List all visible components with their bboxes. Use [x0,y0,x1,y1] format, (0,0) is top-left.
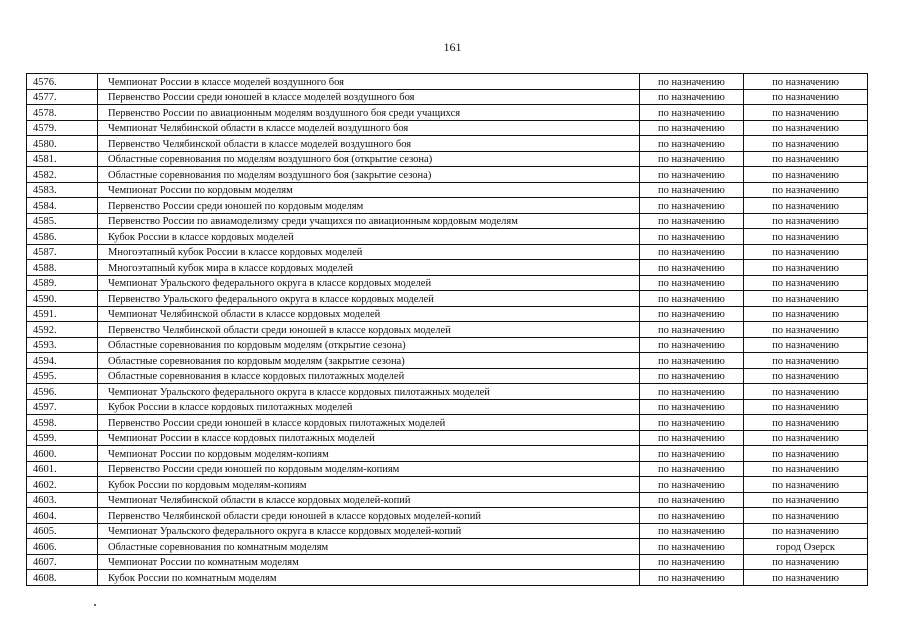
location-cell: по назначению [744,213,868,229]
row-number: 4576. [27,74,98,90]
date-cell: по назначению [639,182,743,198]
table-row [27,508,868,524]
table-row [27,213,868,229]
location-cell: по назначению [744,492,868,508]
date-cell: по назначению [639,105,743,121]
table-row [27,198,868,214]
date-cell: по назначению [639,151,743,167]
event-name: Областные соревнования в классе кордовых пилотажных моделей [98,368,640,384]
date-cell: по назначению [639,136,743,152]
location-cell: по назначению [744,461,868,477]
row-number: 4580. [27,136,98,152]
row-number: 4579. [27,120,98,136]
table-row [27,244,868,260]
table-row [27,446,868,462]
row-number: 4600. [27,446,98,462]
location-cell: по назначению [744,554,868,570]
event-name: Первенство России по авиационным моделям воздушного боя среди учащихся [98,105,640,121]
row-number: 4577. [27,89,98,105]
location-cell: по назначению [744,306,868,322]
date-cell: по назначению [639,275,743,291]
location-cell: по назначению [744,430,868,446]
event-name: Областные соревнования по кордовым моделям (закрытие сезона) [98,353,640,369]
table-row [27,384,868,400]
row-number: 4583. [27,182,98,198]
table-row [27,570,868,586]
event-name: Первенство России по авиамоделизму среди учащихся по авиационным кордовым моделям [98,213,640,229]
location-cell: по назначению [744,291,868,307]
row-number: 4584. [27,198,98,214]
event-name: Первенство Челябинской области среди юношей в классе кордовых моделей [98,322,640,338]
table-row [27,260,868,276]
table-row [27,306,868,322]
event-name: Областные соревнования по моделям воздушного боя (открытие сезона) [98,151,640,167]
location-cell: по назначению [744,74,868,90]
location-cell: по назначению [744,570,868,586]
row-number: 4593. [27,337,98,353]
event-name: Чемпионат России по комнатным моделям [98,554,640,570]
event-name: Областные соревнования по моделям воздушного боя (закрытие сезона) [98,167,640,183]
row-number: 4599. [27,430,98,446]
date-cell: по назначению [639,120,743,136]
event-name: Кубок России по кордовым моделям-копиям [98,477,640,493]
date-cell: по назначению [639,260,743,276]
row-number: 4598. [27,415,98,431]
date-cell: по назначению [639,89,743,105]
row-number: 4578. [27,105,98,121]
table-row [27,492,868,508]
events-table-body [27,74,868,586]
date-cell: по назначению [639,337,743,353]
date-cell: по назначению [639,508,743,524]
location-cell: по назначению [744,368,868,384]
event-name: Многоэтапный кубок России в классе кордовых моделей [98,244,640,260]
event-name: Кубок России по комнатным моделям [98,570,640,586]
date-cell: по назначению [639,74,743,90]
location-cell: по назначению [744,384,868,400]
table-row [27,275,868,291]
date-cell: по назначению [639,554,743,570]
event-name: Чемпионат Уральского федерального округа в классе кордовых моделей-копий [98,523,640,539]
date-cell: по назначению [639,523,743,539]
row-number: 4606. [27,539,98,555]
location-cell: по назначению [744,120,868,136]
event-name: Первенство России среди юношей в классе кордовых пилотажных моделей [98,415,640,431]
event-name: Первенство России среди юношей в классе моделей воздушного боя [98,89,640,105]
event-name: Многоэтапный кубок мира в классе кордовых моделей [98,260,640,276]
event-name: Чемпионат России по кордовым моделям [98,182,640,198]
location-cell: по назначению [744,198,868,214]
row-number: 4595. [27,368,98,384]
row-number: 4603. [27,492,98,508]
location-cell: по назначению [744,353,868,369]
event-name: Чемпионат России в классе моделей воздушного боя [98,74,640,90]
location-cell: по назначению [744,105,868,121]
date-cell: по назначению [639,477,743,493]
event-name: Чемпионат Челябинской области в классе кордовых моделей-копий [98,492,640,508]
table-row [27,105,868,121]
location-cell: по назначению [744,275,868,291]
row-number: 4597. [27,399,98,415]
page-number: 161 [443,40,462,54]
date-cell: по назначению [639,461,743,477]
row-number: 4601. [27,461,98,477]
date-cell: по назначению [639,291,743,307]
location-cell: по назначению [744,260,868,276]
row-number: 4608. [27,570,98,586]
row-number: 4582. [27,167,98,183]
row-number: 4591. [27,306,98,322]
date-cell: по назначению [639,399,743,415]
table-row [27,554,868,570]
row-number: 4585. [27,213,98,229]
table-row [27,182,868,198]
event-name: Первенство Челябинской области среди юношей в классе кордовых моделей-копий [98,508,640,524]
location-cell: по назначению [744,151,868,167]
table-row [27,337,868,353]
location-cell: по назначению [744,229,868,245]
date-cell: по назначению [639,539,743,555]
table-row [27,136,868,152]
table-row [27,89,868,105]
event-name: Первенство Уральского федерального округа в классе кордовых моделей [98,291,640,307]
location-cell: по назначению [744,523,868,539]
events-table [26,73,868,586]
event-name: Чемпионат Уральского федерального округа в классе кордовых пилотажных моделей [98,384,640,400]
date-cell: по назначению [639,368,743,384]
date-cell: по назначению [639,570,743,586]
row-number: 4602. [27,477,98,493]
location-cell: по назначению [744,244,868,260]
date-cell: по назначению [639,198,743,214]
event-name: Кубок России в классе кордовых моделей [98,229,640,245]
date-cell: по назначению [639,229,743,245]
location-cell: по назначению [744,508,868,524]
event-name: Первенство России среди юношей по кордовым моделям-копиям [98,461,640,477]
event-name: Чемпионат России по кордовым моделям-копиям [98,446,640,462]
row-number: 4586. [27,229,98,245]
location-cell: по назначению [744,167,868,183]
table-row [27,120,868,136]
event-name: Первенство Челябинской области в классе моделей воздушного боя [98,136,640,152]
date-cell: по назначению [639,430,743,446]
location-cell: по назначению [744,415,868,431]
table-row [27,461,868,477]
table-row [27,368,868,384]
table-row [27,477,868,493]
event-name: Областные соревнования по комнатным моделям [98,539,640,555]
event-name: Чемпионат России в классе кордовых пилотажных моделей [98,430,640,446]
location-cell: по назначению [744,89,868,105]
date-cell: по назначению [639,322,743,338]
table-row [27,229,868,245]
table-row [27,151,868,167]
date-cell: по назначению [639,353,743,369]
event-name: Областные соревнования по кордовым моделям (открытие сезона) [98,337,640,353]
event-name: Чемпионат Челябинской области в классе моделей воздушного боя [98,120,640,136]
date-cell: по назначению [639,306,743,322]
row-number: 4589. [27,275,98,291]
table-row [27,399,868,415]
row-number: 4596. [27,384,98,400]
row-number: 4588. [27,260,98,276]
table-row [27,167,868,183]
date-cell: по назначению [639,244,743,260]
location-cell: по назначению [744,337,868,353]
row-number: 4581. [27,151,98,167]
location-cell: по назначению [744,477,868,493]
table-row [27,523,868,539]
date-cell: по назначению [639,492,743,508]
row-number: 4604. [27,508,98,524]
scan-speck [94,604,96,606]
table-row [27,353,868,369]
row-number: 4590. [27,291,98,307]
location-cell: по назначению [744,182,868,198]
date-cell: по назначению [639,415,743,431]
date-cell: по назначению [639,213,743,229]
row-number: 4605. [27,523,98,539]
date-cell: по назначению [639,384,743,400]
location-cell: по назначению [744,322,868,338]
date-cell: по назначению [639,446,743,462]
table-row [27,430,868,446]
row-number: 4594. [27,353,98,369]
table-row [27,74,868,90]
table-row [27,415,868,431]
row-number: 4592. [27,322,98,338]
event-name: Кубок России в классе кордовых пилотажных моделей [98,399,640,415]
table-row [27,322,868,338]
location-cell: по назначению [744,399,868,415]
location-cell: по назначению [744,446,868,462]
event-name: Чемпионат Челябинской области в классе кордовых моделей [98,306,640,322]
event-name: Чемпионат Уральского федерального округа в классе кордовых моделей [98,275,640,291]
event-name: Первенство России среди юношей по кордовым моделям [98,198,640,214]
date-cell: по назначению [639,167,743,183]
table-row [27,539,868,555]
location-cell: по назначению [744,136,868,152]
location-cell: город Озерск [744,539,868,555]
row-number: 4587. [27,244,98,260]
row-number: 4607. [27,554,98,570]
table-row [27,291,868,307]
